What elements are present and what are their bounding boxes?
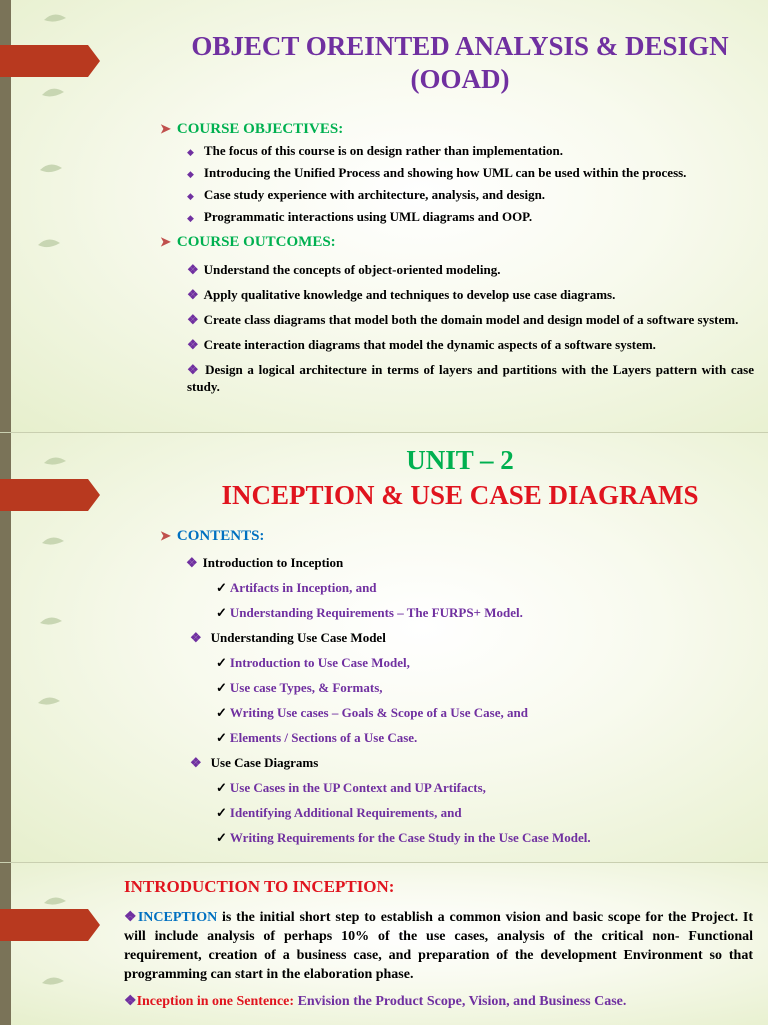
clover-bullet-icon: ❖: [187, 337, 199, 352]
slide-course-overview: [0, 0, 768, 432]
diamond-bullet-icon: ◆: [187, 191, 194, 201]
contents-heading: ➤ CONTENTS:: [160, 528, 265, 544]
list-item: ❖ Create class diagrams that model both the domain model and design model of a software system.: [187, 312, 739, 327]
list-item: ❖ Create interaction diagrams that model the dynamic aspects of a software system.: [187, 337, 656, 352]
list-item: ◆ Case study experience with architecture, analysis, and design.: [187, 187, 546, 202]
check-icon: ✓: [216, 605, 227, 620]
outline-item: ✓ Use Cases in the UP Context and UP Artifacts,: [216, 780, 486, 795]
outline-item: ✓ Understanding Requirements – The FURPS+ Model.: [216, 605, 523, 620]
check-icon: ✓: [216, 655, 227, 670]
objectives-heading: ➤ COURSE OBJECTIVES:: [160, 121, 344, 137]
list-item: ❖ Design a logical architecture in terms of layers and partitions with the Layers pattern with case study.: [187, 362, 755, 394]
slide-left-bar: [0, 863, 11, 1025]
clover-bullet-icon: ❖: [124, 910, 138, 925]
check-icon: ✓: [216, 705, 227, 720]
check-icon: ✓: [216, 830, 227, 845]
outline-item: ✓ Use case Types, & Formats,: [216, 680, 383, 695]
list-item: ◆ Introducing the Unified Process and showing how UML can be used within the process.: [187, 165, 687, 180]
list-item: ◆ Programmatic interactions using UML diagrams and OOP.: [187, 209, 533, 224]
inception-definition: ❖INCEPTION is the initial short step to establish a common vision and basic scope for the Project. It will include analysis of perhaps 10% of the use cases, analysis of the critical non- Functional requirement, creation of a business case, and preparation of the development Environment so that programming can start in the elaboration phase.: [124, 910, 753, 982]
inception-one-sentence: ❖Inception in one Sentence: Envision the Product Scope, Vision, and Business Case.: [124, 994, 627, 1009]
outline-item: ✓ Writing Requirements for the Case Study in the Use Case Model.: [216, 830, 591, 845]
arrow-bullet-icon: ➤: [160, 234, 171, 249]
clover-bullet-icon: ❖: [187, 287, 199, 302]
check-icon: ✓: [216, 580, 227, 595]
outline-section: ❖ Introduction to Inception: [186, 555, 344, 570]
check-icon: ✓: [216, 730, 227, 745]
clover-bullet-icon: ❖: [190, 630, 202, 645]
unit-title: INCEPTION & USE CASE DIAGRAMS: [221, 480, 699, 510]
check-icon: ✓: [216, 805, 227, 820]
arrow-bullet-icon: ➤: [160, 528, 171, 543]
diamond-bullet-icon: ◆: [187, 147, 194, 157]
slide-arrow-marker: [0, 479, 100, 511]
diamond-bullet-icon: ◆: [187, 169, 194, 179]
course-title: OBJECT OREINTED ANALYSIS & DESIGN (OOAD): [191, 31, 729, 94]
slide-unit-2: [0, 432, 768, 863]
list-item: ❖ Understand the concepts of object-oriented modeling.: [187, 262, 501, 277]
clover-bullet-icon: ❖: [187, 312, 199, 327]
clover-bullet-icon: ❖: [124, 994, 137, 1009]
list-item: ◆ The focus of this course is on design rather than implementation.: [187, 143, 563, 158]
slide-arrow-marker: [0, 45, 100, 77]
outline-item: ✓ Writing Use cases – Goals & Scope of a Use Case, and: [216, 705, 528, 720]
slide-introduction-to-inception: [0, 862, 768, 1025]
arrow-bullet-icon: ➤: [160, 121, 171, 136]
outline-item: ✓ Introduction to Use Case Model,: [216, 655, 410, 670]
unit-label: UNIT – 2: [406, 445, 514, 475]
outline-item: ✓ Identifying Additional Requirements, and: [216, 805, 462, 820]
clover-bullet-icon: ❖: [190, 755, 202, 770]
clover-bullet-icon: ❖: [187, 262, 199, 277]
list-item: ❖ Apply qualitative knowledge and techniques to develop use case diagrams.: [187, 287, 616, 302]
outcomes-list: [187, 261, 754, 395]
outline-item: ✓ Elements / Sections of a Use Case.: [216, 730, 418, 745]
diamond-bullet-icon: ◆: [187, 213, 194, 223]
contents-outline: [186, 555, 756, 855]
clover-bullet-icon: ❖: [186, 555, 198, 570]
intro-heading: INTRODUCTION TO INCEPTION:: [124, 877, 395, 896]
outline-item: ✓ Artifacts in Inception, and: [216, 580, 377, 595]
objectives-list: [187, 143, 757, 231]
fern-decoration: [14, 863, 104, 1025]
slide-arrow-marker: [0, 909, 100, 941]
outcomes-heading: ➤ COURSE OUTCOMES:: [160, 234, 336, 250]
check-icon: ✓: [216, 780, 227, 795]
outline-section: ❖ Use Case Diagrams: [190, 755, 319, 770]
clover-bullet-icon: ❖: [187, 362, 201, 377]
check-icon: ✓: [216, 680, 227, 695]
outline-section: ❖ Understanding Use Case Model: [190, 630, 386, 645]
